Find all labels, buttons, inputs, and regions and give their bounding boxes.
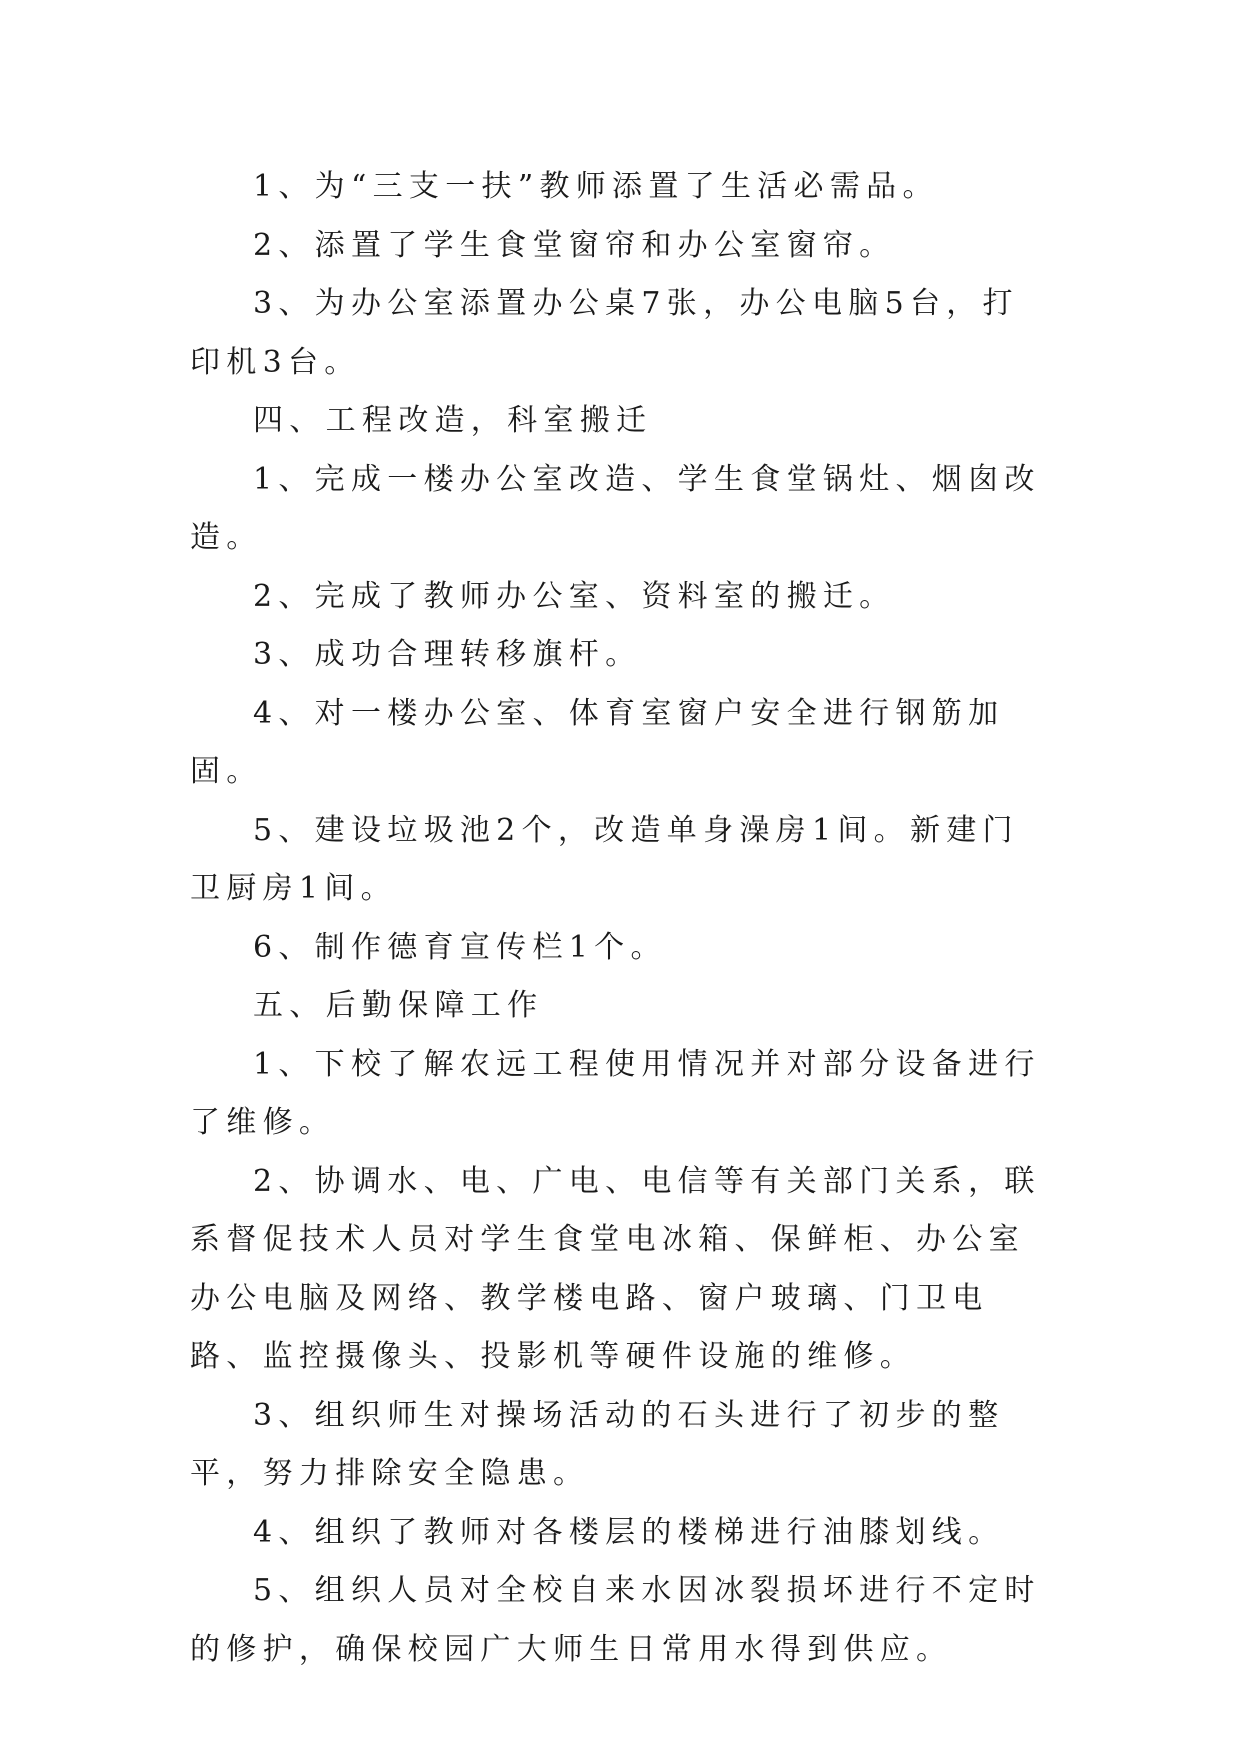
paragraph-item-2: 2、添置了学生食堂窗帘和办公室窗帘。 bbox=[253, 227, 896, 263]
paragraph-item-7: 4、对一楼办公室、体育室窗户安全进行钢筋加固。 bbox=[190, 695, 1005, 789]
paragraph-item-13: 4、组织了教师对各楼层的楼梯进行油膝划线。 bbox=[253, 1514, 1005, 1550]
document-body bbox=[190, 158, 1052, 1679]
paragraph-item-11: 2、协调水、电、广电、电信等有关部门关系，联系督促技术人员对学生食堂电冰箱、保鲜柜、办公室办公电脑及网络、教学楼电路、窗户玻璃、门卫电路、监控摄像头、投影机等硬件设施的维修。 bbox=[190, 1163, 1041, 1374]
paragraph-item-1: 1、为“三支一扶”教师添置了生活必需品。 bbox=[253, 169, 939, 204]
paragraph-item-8: 5、建设垃圾池2个，改造单身澡房1间。新建门卫厨房1间。 bbox=[190, 812, 1019, 906]
paragraph-item-14: 5、组织人员对全校自来水因冰裂损坏进行不定时的修护，确保校园广大师生日常用水得到供应。 bbox=[190, 1573, 1041, 1667]
section-heading-four: 四、工程改造，科室搬迁 bbox=[253, 403, 653, 438]
paragraph-item-6: 3、成功合理转移旗杆。 bbox=[253, 637, 642, 672]
paragraph-item-10: 1、下校了解农远工程使用情况并对部分设备进行了维修。 bbox=[190, 1046, 1041, 1140]
paragraph-item-9: 6、制作德育宣传栏1个。 bbox=[253, 929, 667, 965]
section-heading-five: 五、后勤保障工作 bbox=[253, 988, 544, 1023]
paragraph-item-3: 3、为办公室添置办公桌7张，办公电脑5台，打印机3台。 bbox=[190, 286, 1019, 380]
paragraph-item-5: 2、完成了教师办公室、资料室的搬迁。 bbox=[253, 578, 896, 614]
paragraph-item-12: 3、组织师生对操场活动的石头进行了初步的整平，努力排除安全隐患。 bbox=[190, 1397, 1005, 1491]
paragraph-item-4: 1、完成一楼办公室改造、学生食堂锅灶、烟囱改造。 bbox=[190, 461, 1041, 555]
